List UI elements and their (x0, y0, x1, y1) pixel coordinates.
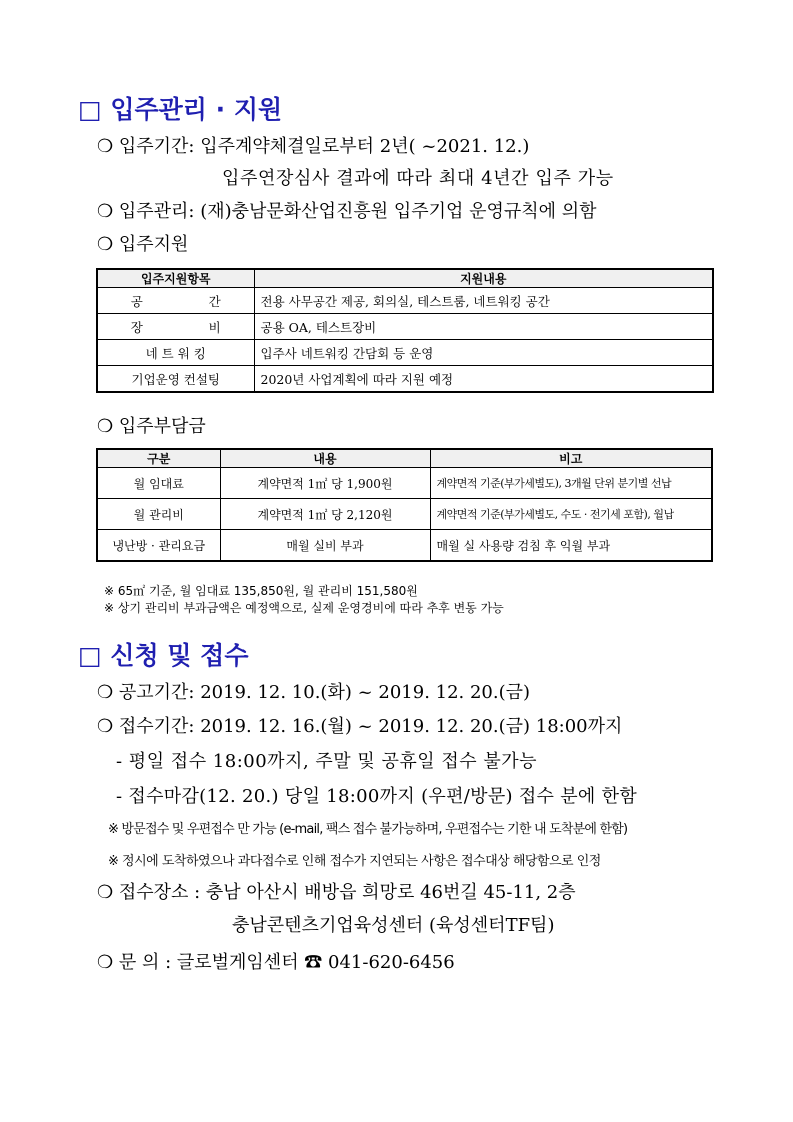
support-content: 공용 OA, 테스트장비 (254, 314, 713, 340)
table-row (97, 530, 712, 562)
support-content: 2020년 사업계획에 따라 지원 예정 (254, 366, 713, 393)
tenant-period-extension: 입주연장심사 결과에 따라 최대 4년간 입주 가능 (222, 168, 614, 189)
announce-period: ❍ 공고기간: 2019. 12. 10.(화) ~ 2019. 12. 20.(금) (97, 682, 531, 703)
section-title-application: □ 신청 및 접수 (78, 641, 249, 670)
fee-note-2: ※ 상기 관리비 부과금액은 예정액으로, 실제 운영경비에 따라 추후 변동 가능 (104, 601, 504, 615)
fee-table (96, 448, 713, 562)
support-table (96, 268, 714, 393)
fee-content: 계약면적 1㎡ 당 2,120원 (220, 499, 430, 530)
tenant-management-rule: ❍ 입주관리: (재)충남문화산업진흥원 입주기업 운영규칙에 의함 (97, 201, 597, 222)
table-row (97, 499, 712, 530)
fee-note-1: ※ 65㎡ 기준, 월 임대료 135,850원, 월 관리비 151,580원 (104, 584, 418, 598)
table-row (97, 340, 713, 366)
receipt-delay-note: ※ 정시에 도착하였으나 과다접수로 인해 접수가 지연되는 사항은 접수대상 해당함으로 인정 (108, 854, 601, 869)
fee-remark: 계약면적 기준(부가세별도), 3개월 단위 분기별 선납 (430, 468, 712, 499)
contact-info: ❍ 문 의 : 글로벌게임센터 ☎ 041-620-6456 (97, 952, 455, 973)
fee-table-header (97, 449, 712, 468)
receipt-deadline-note: - 접수마감(12. 20.) 당일 18:00까지 (우편/방문) 접수 분에 한함 (116, 786, 638, 807)
receipt-weekday-note: - 평일 접수 18:00까지, 주말 및 공휴일 접수 불가능 (116, 751, 538, 772)
table-row (97, 468, 712, 499)
fee-content: 매월 실비 부과 (220, 530, 430, 562)
support-item: 공 간 (97, 288, 254, 314)
support-item: 장 비 (97, 314, 254, 340)
receipt-period: ❍ 접수기간: 2019. 12. 16.(월) ~ 2019. 12. 20.(금) 18:00까지 (97, 716, 623, 737)
fee-remark: 계약면적 기준(부가세별도, 수도 · 전기세 포함), 월납 (430, 499, 712, 530)
support-content: 입주사 네트워킹 간담회 등 운영 (254, 340, 713, 366)
table-row (97, 366, 713, 393)
fee-category: 냉난방 · 관리요금 (97, 530, 220, 562)
support-item: 네 트 워 킹 (97, 340, 254, 366)
table-row (97, 314, 713, 340)
fee-category: 월 임대료 (97, 468, 220, 499)
support-header-item: 입주지원항목 (97, 269, 254, 288)
tenant-fee-label: ❍ 입주부담금 (97, 416, 206, 437)
fee-header-category: 구분 (97, 449, 220, 468)
fee-content: 계약면적 1㎡ 당 1,900원 (220, 468, 430, 499)
fee-header-remark: 비고 (430, 449, 712, 468)
support-content: 전용 사무공간 제공, 회의실, 테스트룸, 네트워킹 공간 (254, 288, 713, 314)
receipt-place: ❍ 접수장소 : 충남 아산시 배방읍 희망로 46번길 45-11, 2층 (97, 882, 576, 903)
section-title-tenant-management: □ 입주관리 · 지원 (78, 95, 283, 124)
receipt-place-detail: 충남콘텐츠기업육성센터 (육성센터TF팀) (232, 915, 555, 936)
support-table-header (97, 269, 713, 288)
tenant-support-label: ❍ 입주지원 (97, 234, 189, 255)
tenant-period: ❍ 입주기간: 입주계약체결일로부터 2년( ~2021. 12.) (97, 136, 530, 157)
table-row (97, 288, 713, 314)
receipt-method-note: ※ 방문접수 및 우편접수 만 가능 (e-mail, 팩스 접수 불가능하며, 우편접수는 기한 내 도착분에 한함) (108, 822, 628, 837)
support-item: 기업운영 컨설팅 (97, 366, 254, 393)
support-header-content: 지원내용 (254, 269, 713, 288)
fee-remark: 매월 실 사용량 검침 후 익월 부과 (430, 530, 712, 562)
fee-category: 월 관리비 (97, 499, 220, 530)
fee-header-content: 내용 (220, 449, 430, 468)
